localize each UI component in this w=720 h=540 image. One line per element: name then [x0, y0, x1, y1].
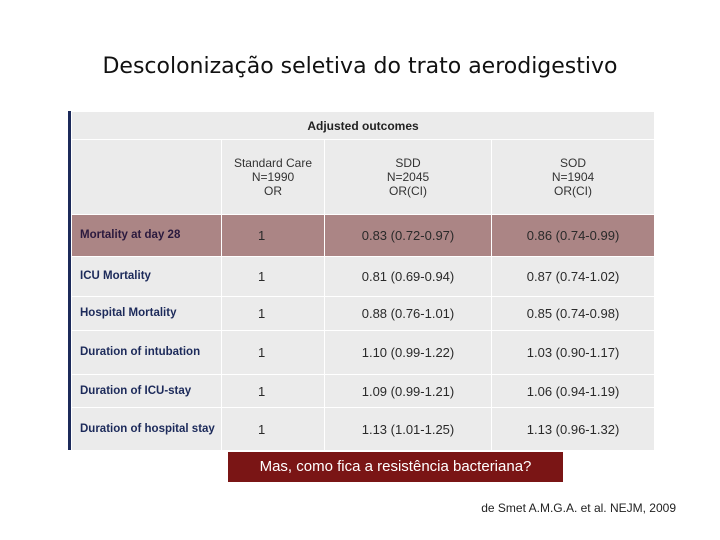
sod-value: 1.13 (0.96-1.32) — [492, 408, 655, 451]
sdd-value: 0.88 (0.76-1.01) — [325, 297, 492, 331]
standard-care-value: 1 — [222, 375, 325, 408]
sdd-value: 1.10 (0.99-1.22) — [325, 331, 492, 375]
row-label: Mortality at day 28 — [72, 215, 222, 257]
table-row — [72, 297, 655, 331]
column-header-standard-care — [222, 140, 325, 215]
sod-value: 1.06 (0.94-1.19) — [492, 375, 655, 408]
standard-care-value: 1 — [222, 215, 325, 257]
table-caption: Adjusted outcomes — [72, 112, 655, 140]
table-row — [72, 375, 655, 408]
corner-cell — [72, 140, 222, 215]
column-header-line: N=1990 — [251, 170, 295, 184]
outcomes-table-wrapper — [68, 111, 654, 450]
row-label: Hospital Mortality — [72, 297, 222, 331]
standard-care-value: 1 — [222, 331, 325, 375]
row-label: Duration of ICU-stay — [72, 375, 222, 408]
sod-value: 0.87 (0.74-1.02) — [492, 257, 655, 297]
column-header-line: N=2045 — [386, 170, 430, 184]
column-header-sdd — [325, 140, 492, 215]
column-header-line: OR(CI) — [554, 184, 593, 198]
sdd-value: 1.13 (1.01-1.25) — [325, 408, 492, 451]
column-header-line: N=1904 — [551, 170, 595, 184]
question-banner: Mas, como fica a resistência bacteriana? — [228, 452, 563, 482]
column-header-line: Standard Care — [233, 156, 313, 170]
standard-care-value: 1 — [222, 257, 325, 297]
table-row — [72, 331, 655, 375]
citation: de Smet A.M.G.A. et al. NEJM, 2009 — [481, 501, 676, 515]
slide-title: Descolonização seletiva do trato aerodigestivo — [102, 54, 618, 79]
table-row — [72, 215, 655, 257]
standard-care-value: 1 — [222, 408, 325, 451]
sdd-value: 0.83 (0.72-0.97) — [325, 215, 492, 257]
row-label: Duration of intubation — [72, 331, 222, 375]
row-label: Duration of hospital stay — [72, 408, 222, 451]
row-label: ICU Mortality — [72, 257, 222, 297]
column-header-line: OR — [264, 184, 282, 198]
standard-care-value: 1 — [222, 297, 325, 331]
sod-value: 0.86 (0.74-0.99) — [492, 215, 655, 257]
sdd-value: 1.09 (0.99-1.21) — [325, 375, 492, 408]
sod-value: 0.85 (0.74-0.98) — [492, 297, 655, 331]
table-row — [72, 408, 655, 451]
table-row — [72, 257, 655, 297]
adjusted-outcomes-table — [71, 111, 655, 451]
sdd-value: 0.81 (0.69-0.94) — [325, 257, 492, 297]
sod-value: 1.03 (0.90-1.17) — [492, 331, 655, 375]
column-header-line: SOD — [560, 156, 587, 170]
column-header-sod — [492, 140, 655, 215]
column-header-line: OR(CI) — [389, 184, 427, 198]
column-header-line: SDD — [395, 156, 421, 170]
